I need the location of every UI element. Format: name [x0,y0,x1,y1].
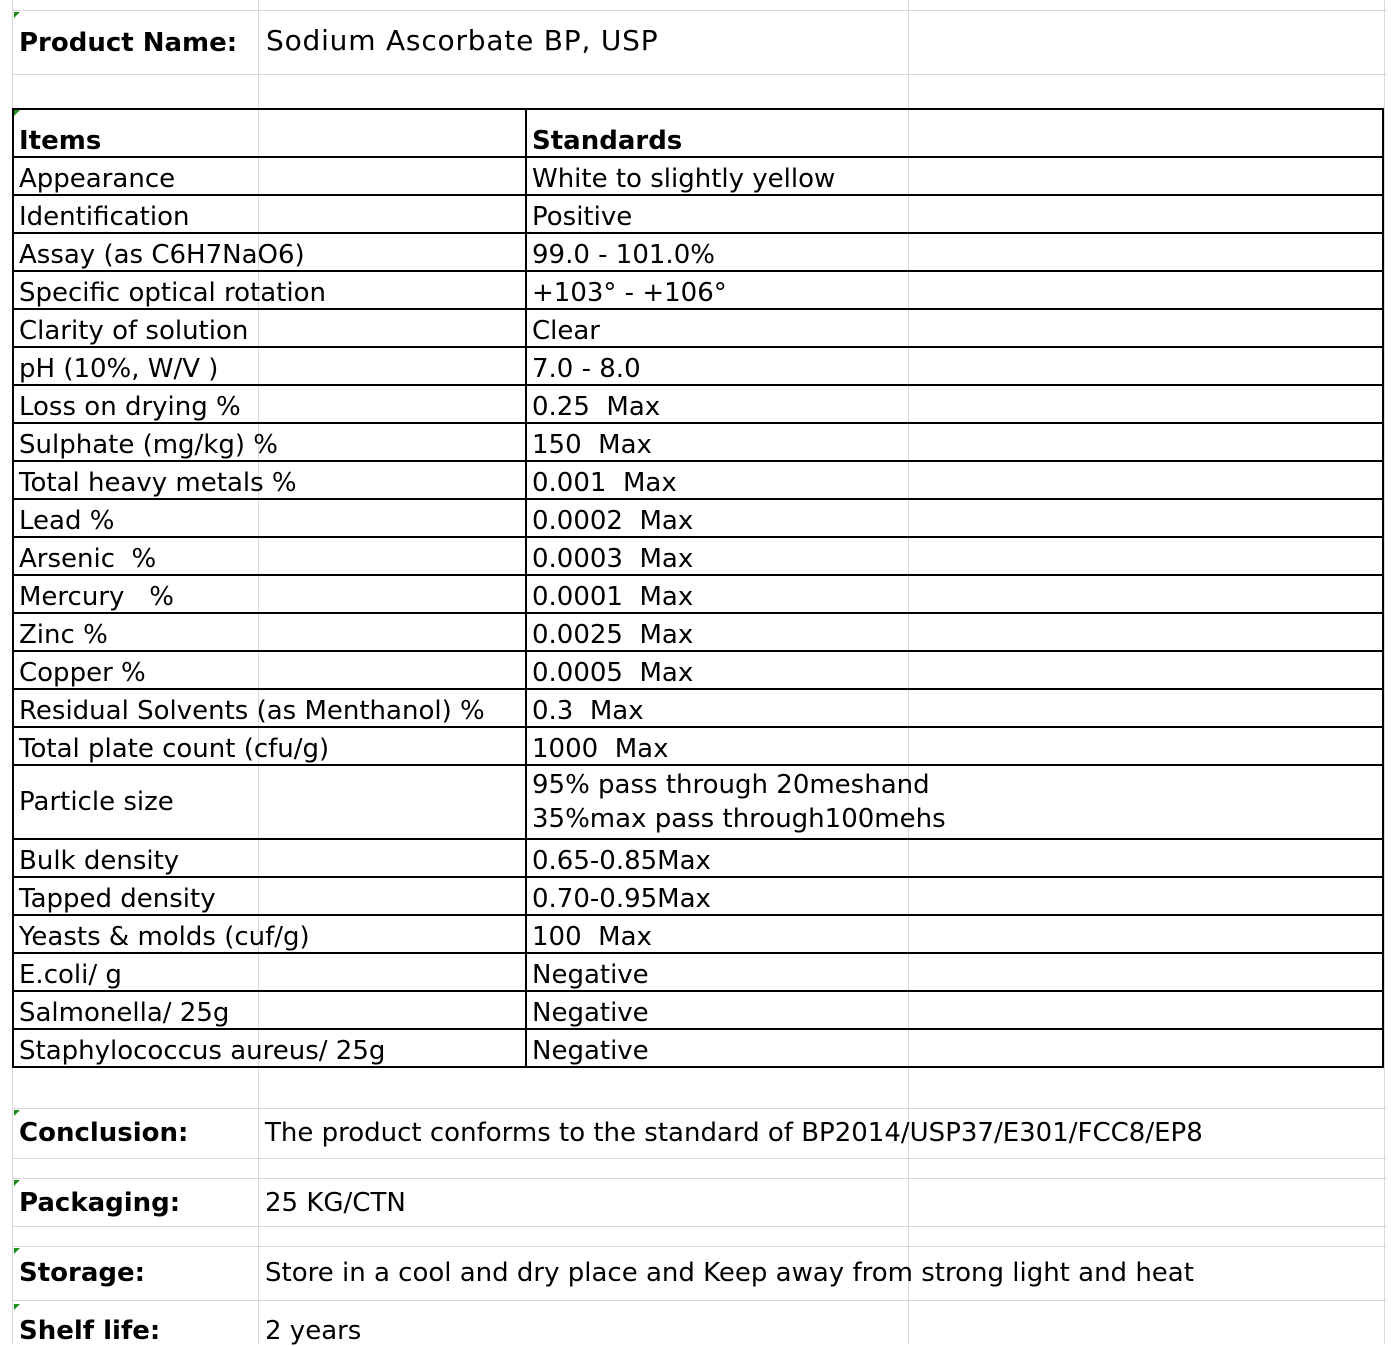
shelf-life-value: 2 years [265,1316,362,1346]
table-row [13,233,1383,271]
standard-cell: 0.0005 Max [526,651,1383,689]
table-row [13,915,1383,953]
standard-cell: 0.25 Max [526,385,1383,423]
standard-cell: 0.0025 Max [526,613,1383,651]
standard-cell: Clear [526,309,1383,347]
item-cell: Specific optical rotation [13,271,526,309]
table-row [13,461,1383,499]
standards-header: Standards [526,109,1383,157]
table-row [13,765,1383,839]
gridline-row [12,1246,1387,1247]
shelf-life-label: Shelf life: [19,1316,161,1346]
conclusion-value: The product conforms to the standard of BP2014/USP37/E301/FCC8/EP8 [265,1118,1203,1148]
item-cell: Bulk density [13,839,526,877]
standard-cell: 0.001 Max [526,461,1383,499]
table-row [13,423,1383,461]
table-row [13,385,1383,423]
cell-marker [14,1180,20,1186]
item-cell: Total heavy metals % [13,461,526,499]
item-cell: Lead % [13,499,526,537]
item-cell: Identification [13,195,526,233]
gridline-col-c-bottom [908,1071,909,1107]
item-cell: Residual Solvents (as Menthanol) % [13,689,526,727]
standard-cell: 0.0001 Max [526,575,1383,613]
item-cell: Particle size [13,765,526,839]
table-row [13,991,1383,1029]
table-header-row [13,109,1383,157]
item-cell: Sulphate (mg/kg) % [13,423,526,461]
table-row [13,727,1383,765]
item-cell: Total plate count (cfu/g) [13,727,526,765]
standard-cell: 150 Max [526,423,1383,461]
packaging-value: 25 KG/CTN [265,1188,406,1218]
table-row [13,157,1383,195]
standard-line: 95% pass through 20meshand [532,770,930,800]
standard-cell: White to slightly yellow [526,157,1383,195]
standard-cell: 7.0 - 8.0 [526,347,1383,385]
table-row [13,271,1383,309]
standard-cell [526,765,1383,839]
storage-label: Storage: [19,1258,146,1288]
item-cell: Arsenic % [13,537,526,575]
standard-cell: Negative [526,953,1383,991]
cell-marker [14,1248,20,1254]
gridline-row [12,1300,1387,1301]
table-row [13,575,1383,613]
item-cell: Assay (as C6H7NaO6) [13,233,526,271]
standard-cell: Positive [526,195,1383,233]
gridline-row [12,1226,1387,1227]
gridline-row [12,1178,1387,1179]
table-row [13,195,1383,233]
item-cell: Zinc % [13,613,526,651]
specification-table [12,108,1384,1068]
gridline-col-d [1384,0,1385,1344]
item-cell: Yeasts & molds (cuf/g) [13,915,526,953]
standard-cell: 99.0 - 101.0% [526,233,1383,271]
gridline-col-b-bottom [258,1071,259,1107]
item-cell: Salmonella/ 25g [13,991,526,1029]
standard-cell: 0.3 Max [526,689,1383,727]
item-cell: Copper % [13,651,526,689]
item-cell: Appearance [13,157,526,195]
table-row [13,651,1383,689]
storage-value: Store in a cool and dry place and Keep away from strong light and heat [265,1258,1194,1288]
gridline-row [12,1108,1387,1109]
product-name-value: Sodium Ascorbate BP, USP [266,24,659,57]
conclusion-label: Conclusion: [19,1118,189,1148]
standard-cell: 0.70-0.95Max [526,877,1383,915]
table-row [13,499,1383,537]
table-row [13,309,1383,347]
table-row [13,347,1383,385]
cell-marker [14,1110,20,1116]
items-header: Items [13,109,526,157]
item-cell: Staphylococcus aureus/ 25g [13,1029,526,1067]
table-row [13,1029,1383,1067]
standard-line: 35%max pass through100mehs [532,804,946,834]
table-row [13,689,1383,727]
item-cell: Tapped density [13,877,526,915]
standard-cell: Negative [526,991,1383,1029]
item-cell: Loss on drying % [13,385,526,423]
standard-cell: Negative [526,1029,1383,1067]
item-cell: Clarity of solution [13,309,526,347]
standard-cell: 1000 Max [526,727,1383,765]
standard-cell: +103° - +106° [526,271,1383,309]
gridline-row [12,10,1387,11]
cell-marker [14,12,20,18]
table-row [13,537,1383,575]
standard-cell: 100 Max [526,915,1383,953]
item-cell: E.coli/ g [13,953,526,991]
sheet-area-bottom-cover [13,1071,1384,1107]
table-row [13,613,1383,651]
packaging-label: Packaging: [19,1188,181,1218]
standard-cell: 0.65-0.85Max [526,839,1383,877]
item-cell: Mercury % [13,575,526,613]
item-cell: pH (10%, W/V ) [13,347,526,385]
standard-cell: 0.0003 Max [526,537,1383,575]
standard-cell: 0.0002 Max [526,499,1383,537]
table-row [13,877,1383,915]
product-name-label: Product Name: [19,28,238,58]
table-row [13,839,1383,877]
gridline-row [12,74,1387,75]
cell-marker [14,1304,20,1310]
gridline-row [12,1158,1387,1159]
table-row [13,953,1383,991]
